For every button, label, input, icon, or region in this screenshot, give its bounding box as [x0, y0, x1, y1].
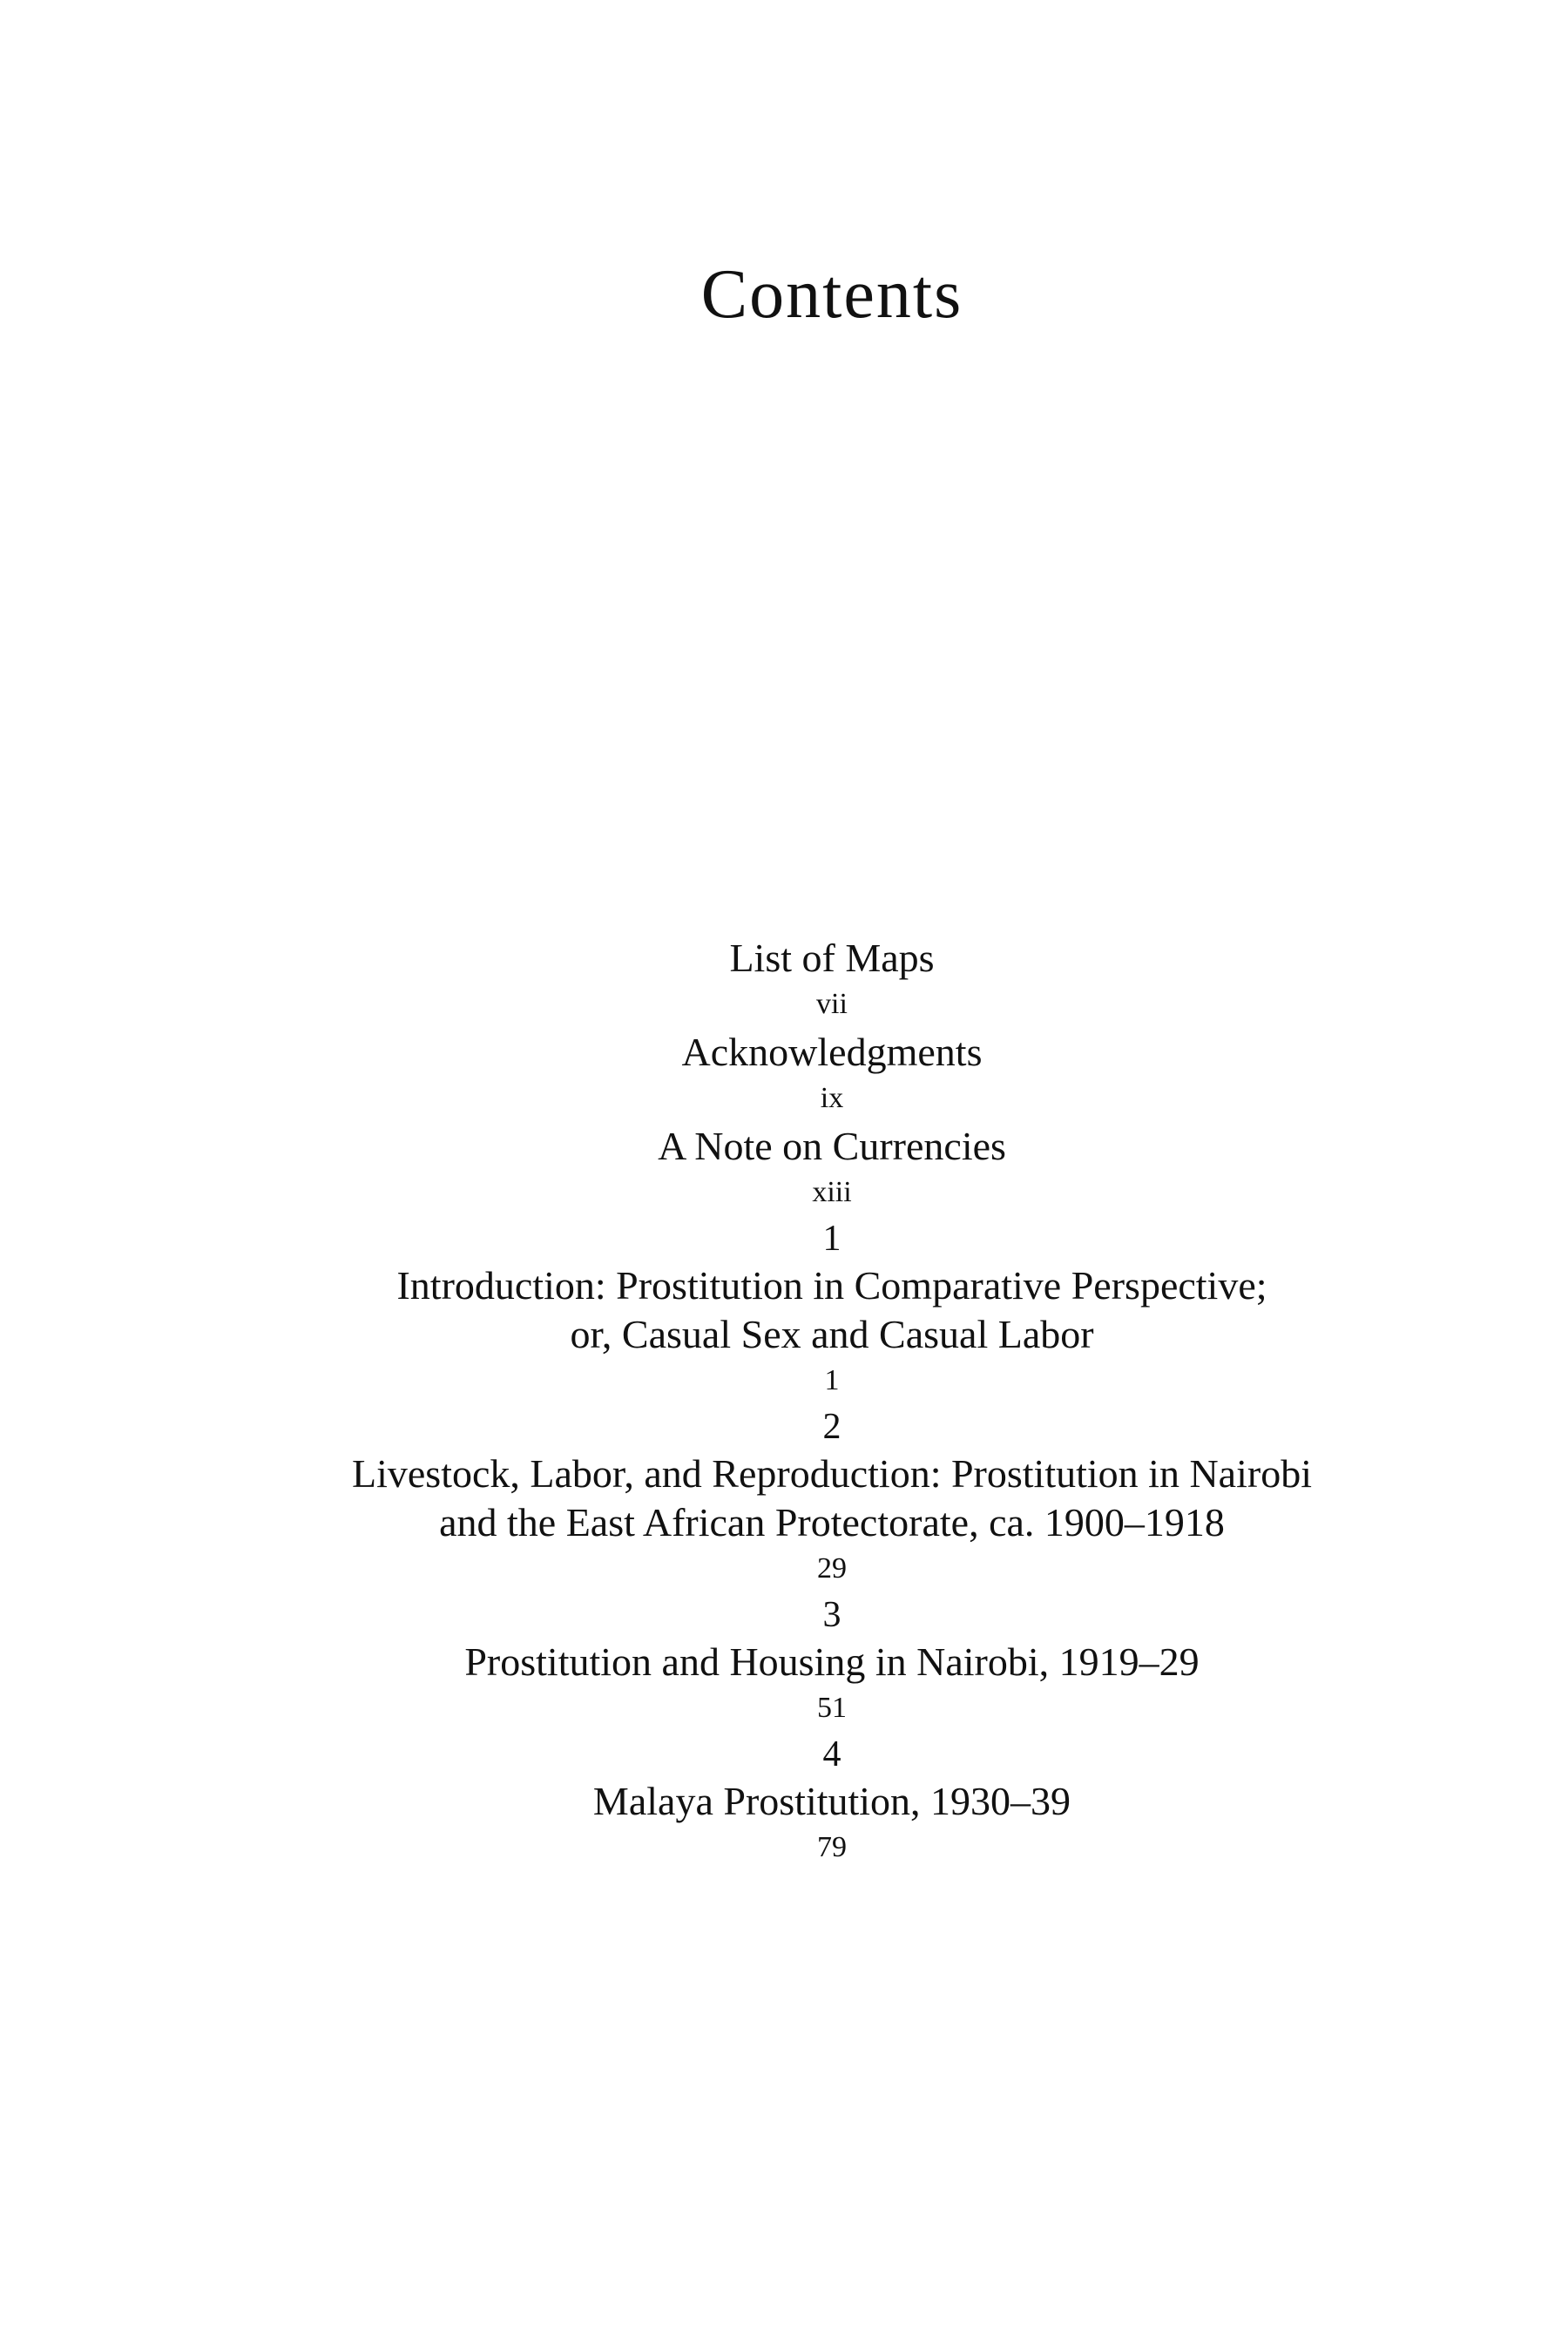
chapter-number: 2 — [822, 1407, 841, 1447]
page-title: Contents — [700, 256, 963, 333]
chapter-number: 3 — [822, 1595, 841, 1635]
toc-entry-chapter-3 — [0, 1592, 1568, 1732]
toc-entry-page: vii — [816, 988, 848, 1020]
toc-entry-chapter-4 — [0, 1732, 1568, 1871]
toc-entry-acknowledgments — [0, 1028, 1568, 1122]
chapter-title-line: and the East African Protectorate, ca. 1900–1918 — [439, 1500, 1225, 1544]
toc-entry-chapter-2 — [0, 1404, 1568, 1592]
chapter-page: 29 — [817, 1552, 847, 1585]
toc-entry-title: List of Maps — [729, 936, 935, 980]
toc-entry-chapter-1 — [0, 1216, 1568, 1404]
chapter-number: 1 — [822, 1219, 841, 1259]
chapter-page: 1 — [824, 1364, 840, 1396]
chapter-number: 4 — [822, 1734, 841, 1774]
chapter-page: 51 — [817, 1692, 847, 1724]
table-of-contents — [0, 934, 1568, 1871]
chapter-title-line: or, Casual Sex and Casual Labor — [570, 1312, 1094, 1356]
toc-entry-page: ix — [820, 1082, 844, 1114]
toc-entry-title: Acknowledgments — [681, 1030, 983, 1074]
toc-entry-page: xiii — [812, 1176, 852, 1208]
chapter-title-line: Prostitution and Housing in Nairobi, 1919–29 — [464, 1639, 1200, 1684]
chapter-title-line: Introduction: Prostitution in Comparative Perspective; — [396, 1263, 1267, 1308]
toc-entry-list-of-maps — [0, 934, 1568, 1028]
toc-entry-title: A Note on Currencies — [658, 1124, 1006, 1168]
toc-entry-note-on-currencies — [0, 1122, 1568, 1216]
chapter-page: 79 — [817, 1831, 847, 1863]
chapter-title-line: Livestock, Labor, and Reproduction: Prostitution in Nairobi — [352, 1451, 1312, 1496]
chapter-title-line: Malaya Prostitution, 1930–39 — [592, 1779, 1071, 1823]
